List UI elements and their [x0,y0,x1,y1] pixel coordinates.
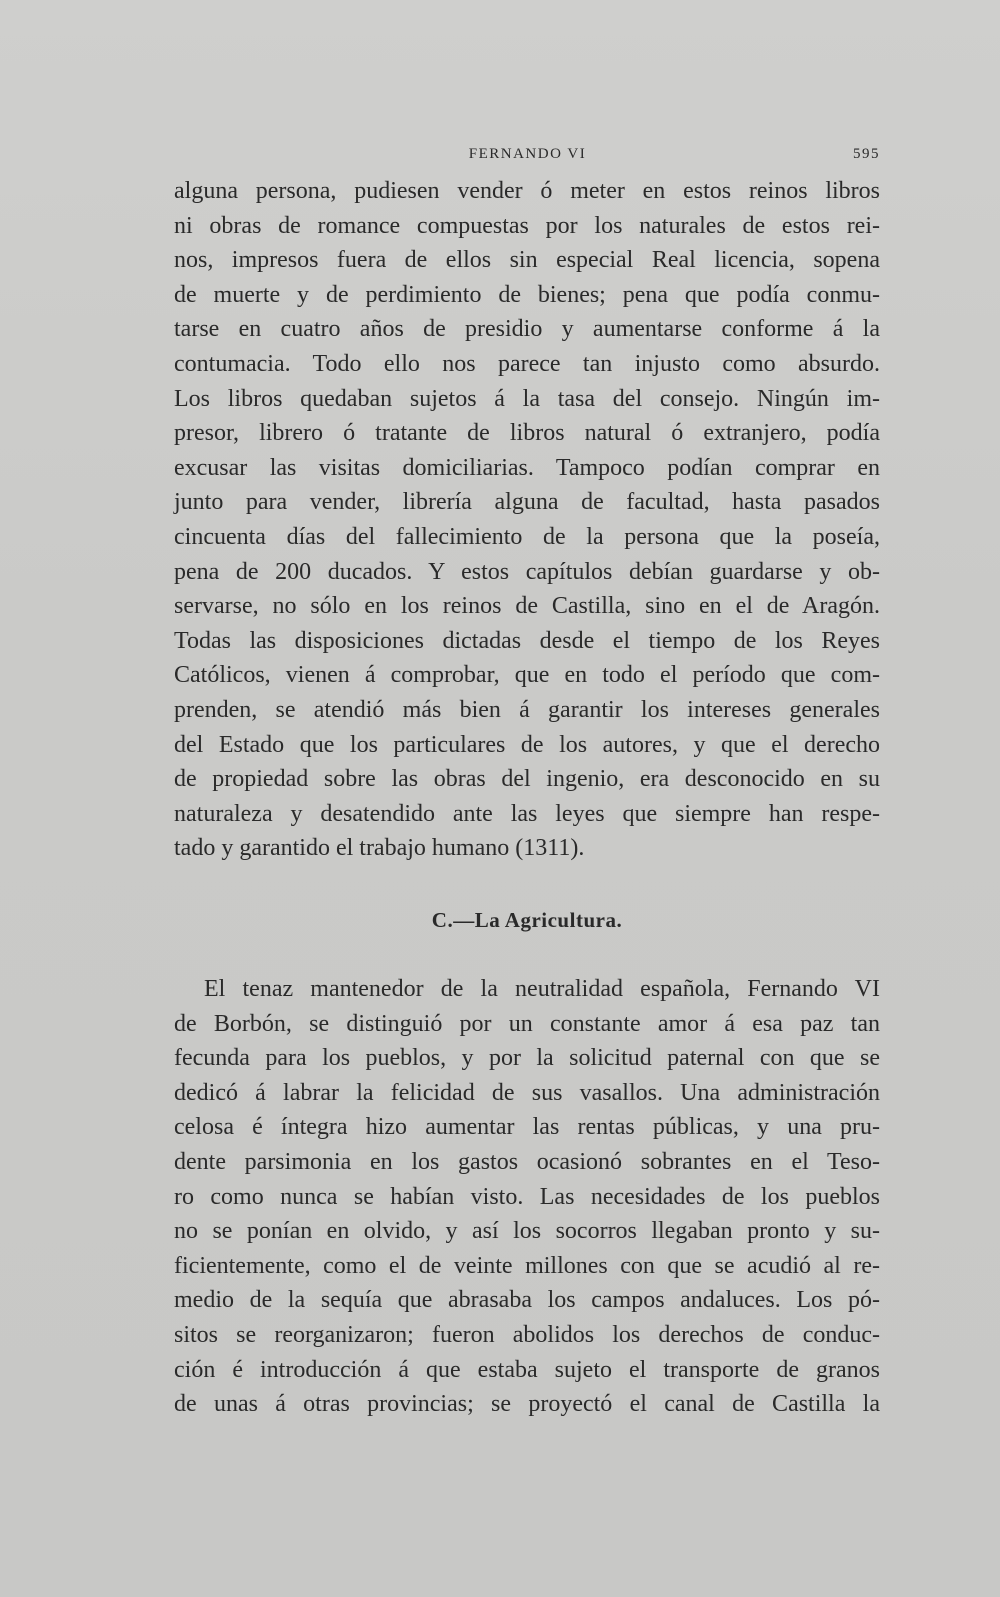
text-line: fecunda para los pueblos, y por la solicitud paternal con que se [174,1045,880,1072]
text-line: de propiedad sobre las obras del ingenio, era desconocido en su [174,766,880,793]
text-line: ni obras de romance compuestas por los naturales de estos rei- [174,212,880,239]
text-line: excusar las visitas domiciliarias. Tampoco podían comprar en [174,454,880,481]
text-line: de muerte y de perdimiento de bienes; pena que podía conmu- [174,281,880,308]
text-line: tado y garantido el trabajo humano (1311). [174,835,585,862]
text-line: prenden, se atendió más bien á garantir los intereses generales [174,696,880,723]
text-line: sitos se reorganizaron; fueron abolidos los derechos de conduc- [174,1321,880,1348]
text-line: cincuenta días del fallecimiento de la persona que la poseía, [174,523,880,550]
text-line: El tenaz mantenedor de la neutralidad española, Fernando VI [204,976,880,1002]
text-line: nos, impresos fuera de ellos sin especial Real licencia, sopena [174,247,880,274]
text-line: medio de la sequía que abrasaba los campos andaluces. Los pó- [174,1287,880,1314]
text-line: dente parsimonia en los gastos ocasionó sobrantes en el Teso- [174,1148,880,1175]
paragraph-agricultura [174,972,880,1422]
paragraph-continuation [174,174,880,866]
page-number: 595 [853,146,880,162]
text-line: servarse, no sólo en los reinos de Castilla, sino en el de Aragón. [174,593,880,620]
text-line: de unas á otras provincias; se proyectó el canal de Castilla la [174,1391,880,1418]
text-line: ro como nunca se habían visto. Las necesidades de los pueblos [174,1183,880,1210]
text-line: naturaleza y desatendido ante las leyes que siempre han respe- [174,800,880,827]
text-line: Los libros quedaban sujetos á la tasa del consejo. Ningún im- [174,385,880,412]
text-line: alguna persona, pudiesen vender ó meter en estos reinos libros [174,178,880,204]
text-line: ción é introducción á que estaba sujeto el transporte de granos [174,1356,880,1383]
text-line: Todas las disposiciones dictadas desde el tiempo de los Reyes [174,627,880,654]
text-line: presor, librero ó tratante de libros natural ó extranjero, podía [174,420,880,447]
running-header [175,146,880,170]
text-line: dedicó á labrar la felicidad de sus vasallos. Una administración [174,1079,880,1106]
text-line: del Estado que los particulares de los autores, y que el derecho [174,731,880,758]
text-line: no se ponían en olvido, y así los socorros llegaban pronto y su- [174,1218,880,1245]
text-line: Católicos, vienen á comprobar, que en todo el período que com- [174,662,880,689]
text-line: ficientemente, como el de veinte millones con que se acudió al re- [174,1252,880,1279]
text-line: junto para vender, librería alguna de facultad, hasta pasados [174,489,880,516]
text-line: celosa é íntegra hizo aumentar las rentas públicas, y una pru- [174,1114,880,1141]
text-line: pena de 200 ducados. Y estos capítulos debían guardarse y ob- [174,558,880,585]
section-heading: C.—La Agricultura. [431,908,623,932]
text-line: de Borbón, se distinguió por un constante amor á esa paz tan [174,1010,880,1037]
text-line: contumacia. Todo ello nos parece tan injusto como absurdo. [174,350,880,377]
text-line: tarse en cuatro años de presidio y aumentarse conforme á la [174,316,880,343]
running-title: FERNANDO VI [468,146,587,162]
